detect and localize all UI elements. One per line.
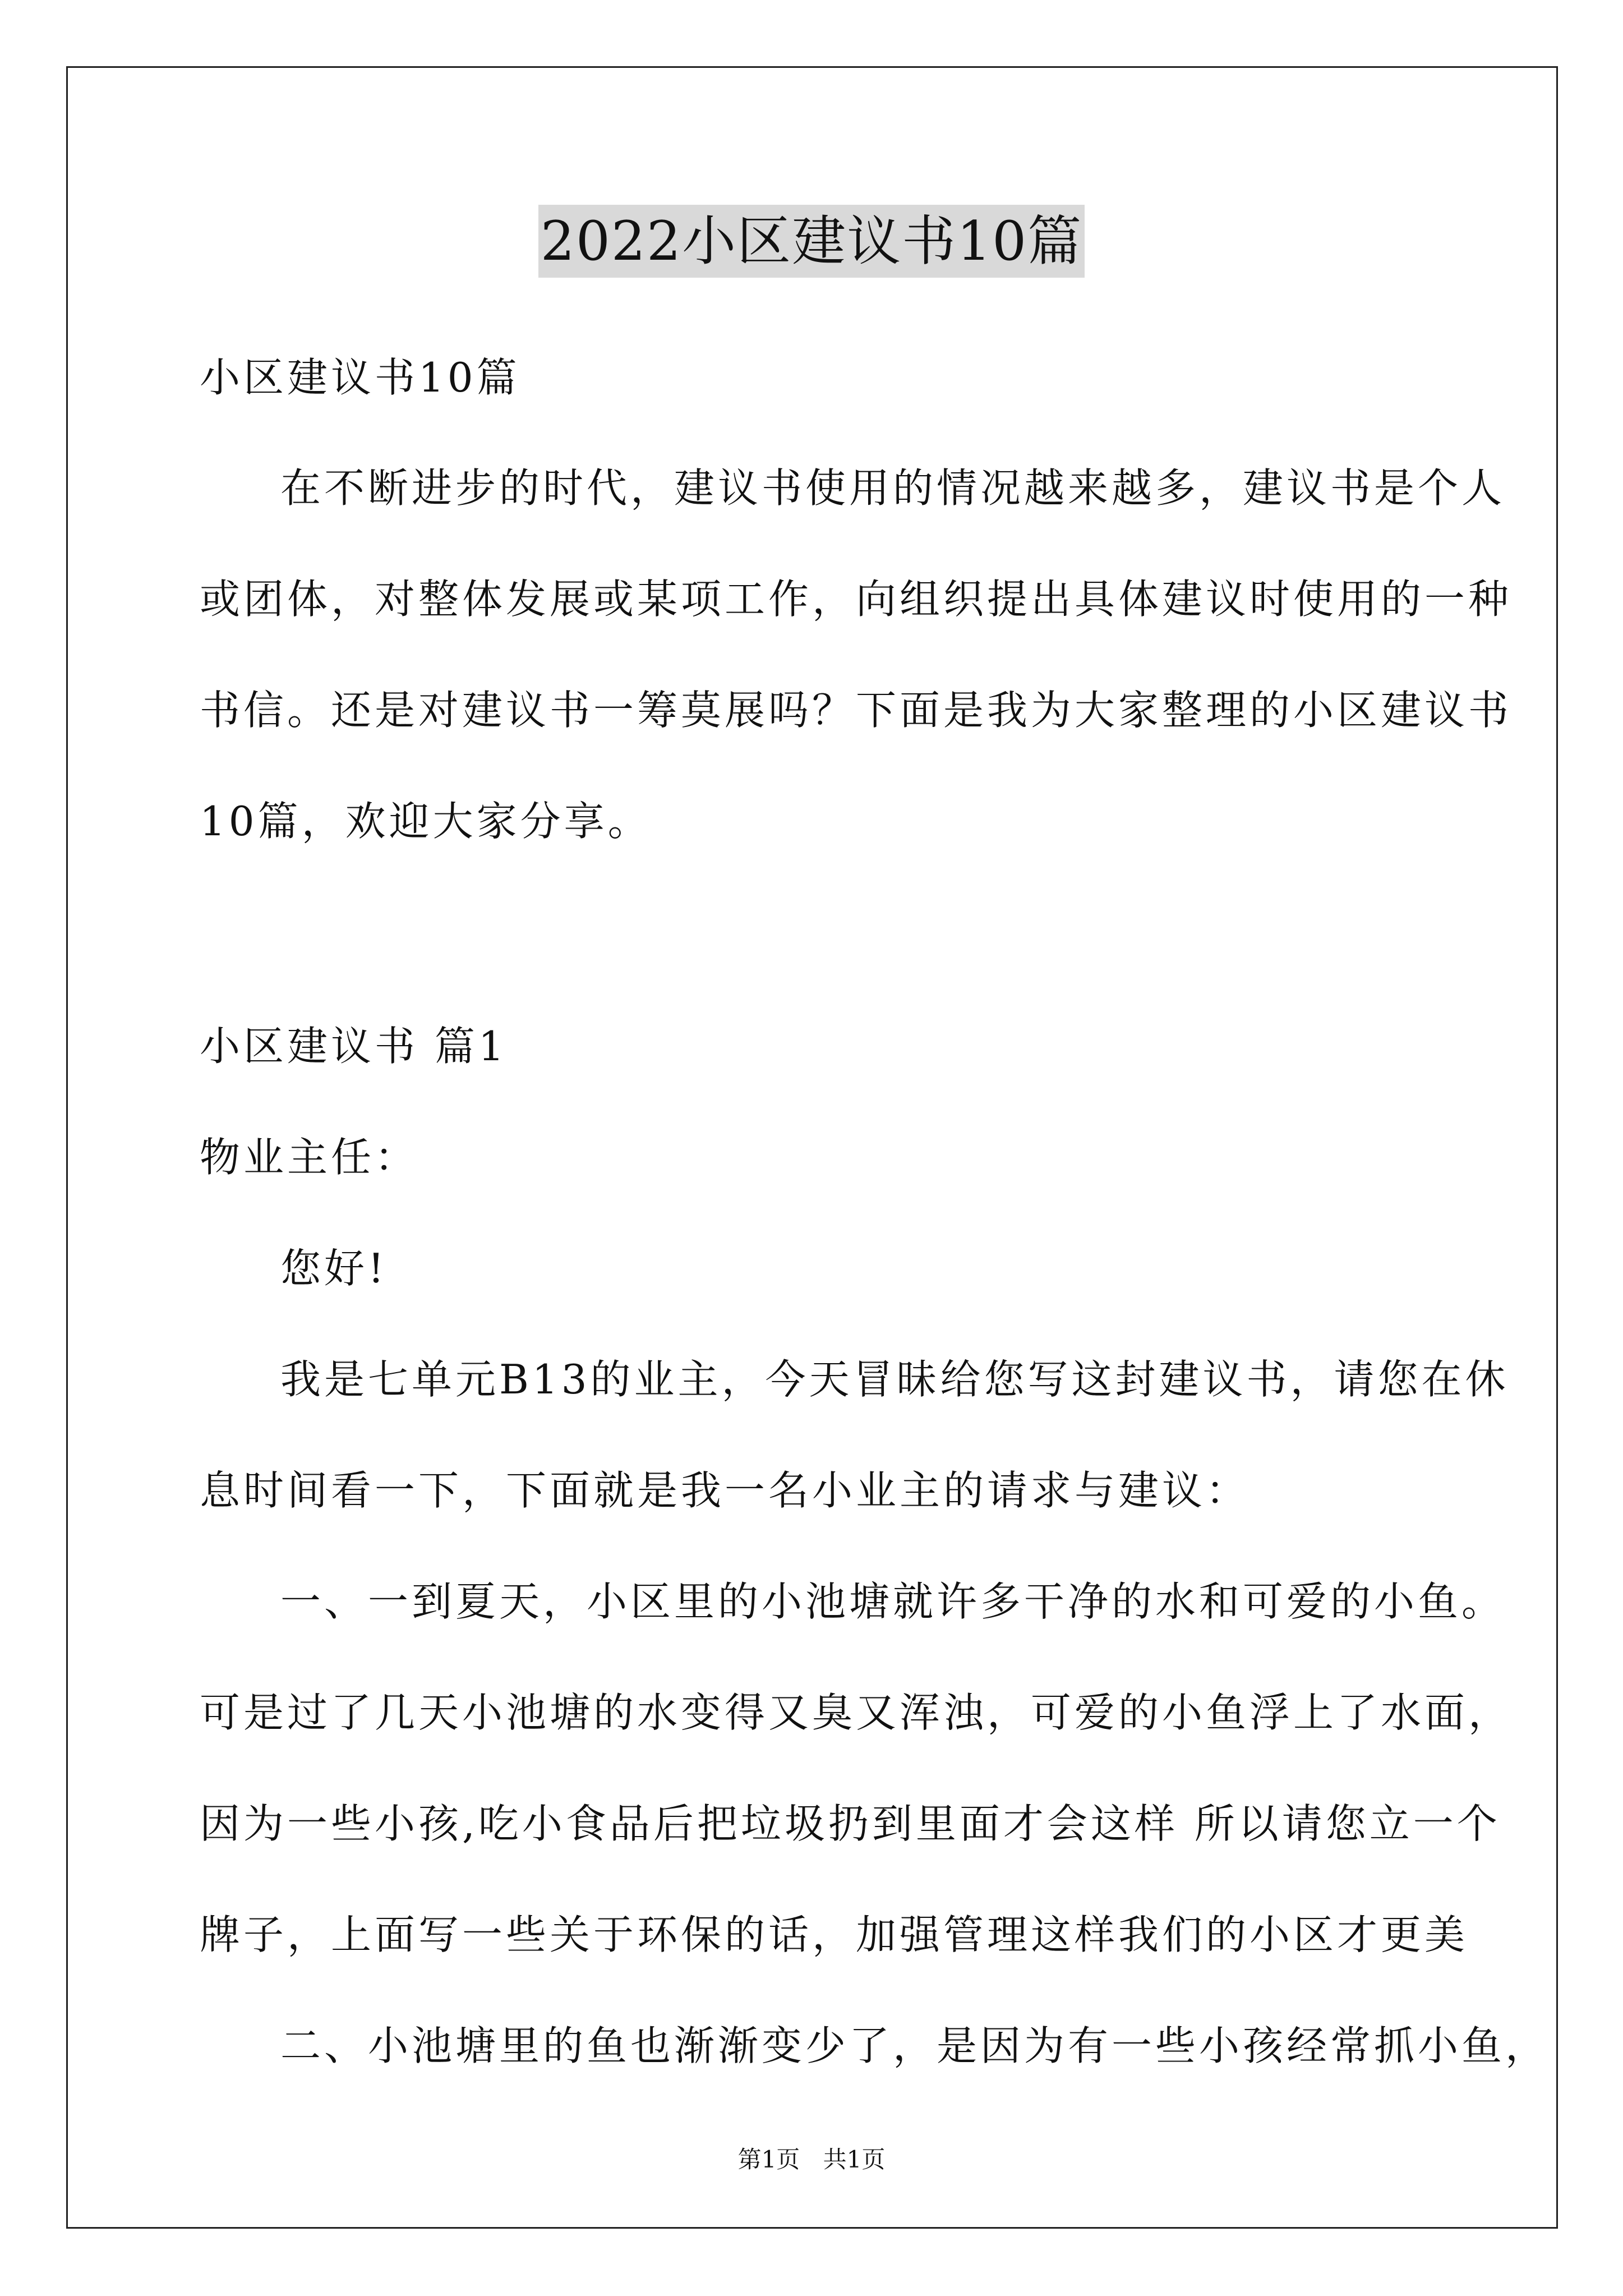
greeting: 您好!: [280, 1245, 388, 1292]
page-number: 第1页: [737, 2146, 800, 2173]
title-container: [0, 205, 1623, 278]
body-line: 二、小池塘里的鱼也渐渐变少了，是因为有一些小孩经常抓小鱼，: [280, 2022, 1550, 2069]
body-line: 可是过了几天小池塘的水变得又臭又浑浊，可爱的小鱼浮上了水面，: [200, 1689, 1513, 1736]
document-title: 2022小区建议书10篇: [538, 205, 1085, 278]
intro-line: 或团体，对整体发展或某项工作，向组织提出具体建议时使用的一种: [200, 576, 1513, 623]
document-subtitle: 小区建议书10篇: [200, 354, 520, 401]
salutation: 物业主任：: [200, 1134, 419, 1181]
body-line: 我是七单元B13的业主，今天冒昧给您写这封建议书，请您在休: [280, 1356, 1509, 1403]
section-heading: 小区建议书 篇1: [200, 1023, 508, 1070]
body-line: 息时间看一下，下面就是我一名小业主的请求与建议：: [200, 1467, 1250, 1514]
page-total: 共1页: [823, 2146, 886, 2173]
body-line: 牌子，上面写一些关于环保的话，加强管理这样我们的小区才更美: [200, 1911, 1469, 1958]
body-line: 因为一些小孩,吃小食品后把垃圾扔到里面才会这样 所以请您立一个: [200, 1800, 1501, 1847]
intro-line: 书信。还是对建议书一筹莫展吗？下面是我为大家整理的小区建议书: [200, 687, 1513, 734]
intro-line: 在不断进步的时代，建议书使用的情况越来越多，建议书是个人: [280, 464, 1506, 512]
body-line: 一、一到夏天，小区里的小池塘就许多干净的水和可爱的小鱼。: [280, 1578, 1506, 1625]
page-footer: [0, 2146, 1623, 2174]
intro-line: 10篇，欢迎大家分享。: [200, 798, 652, 845]
